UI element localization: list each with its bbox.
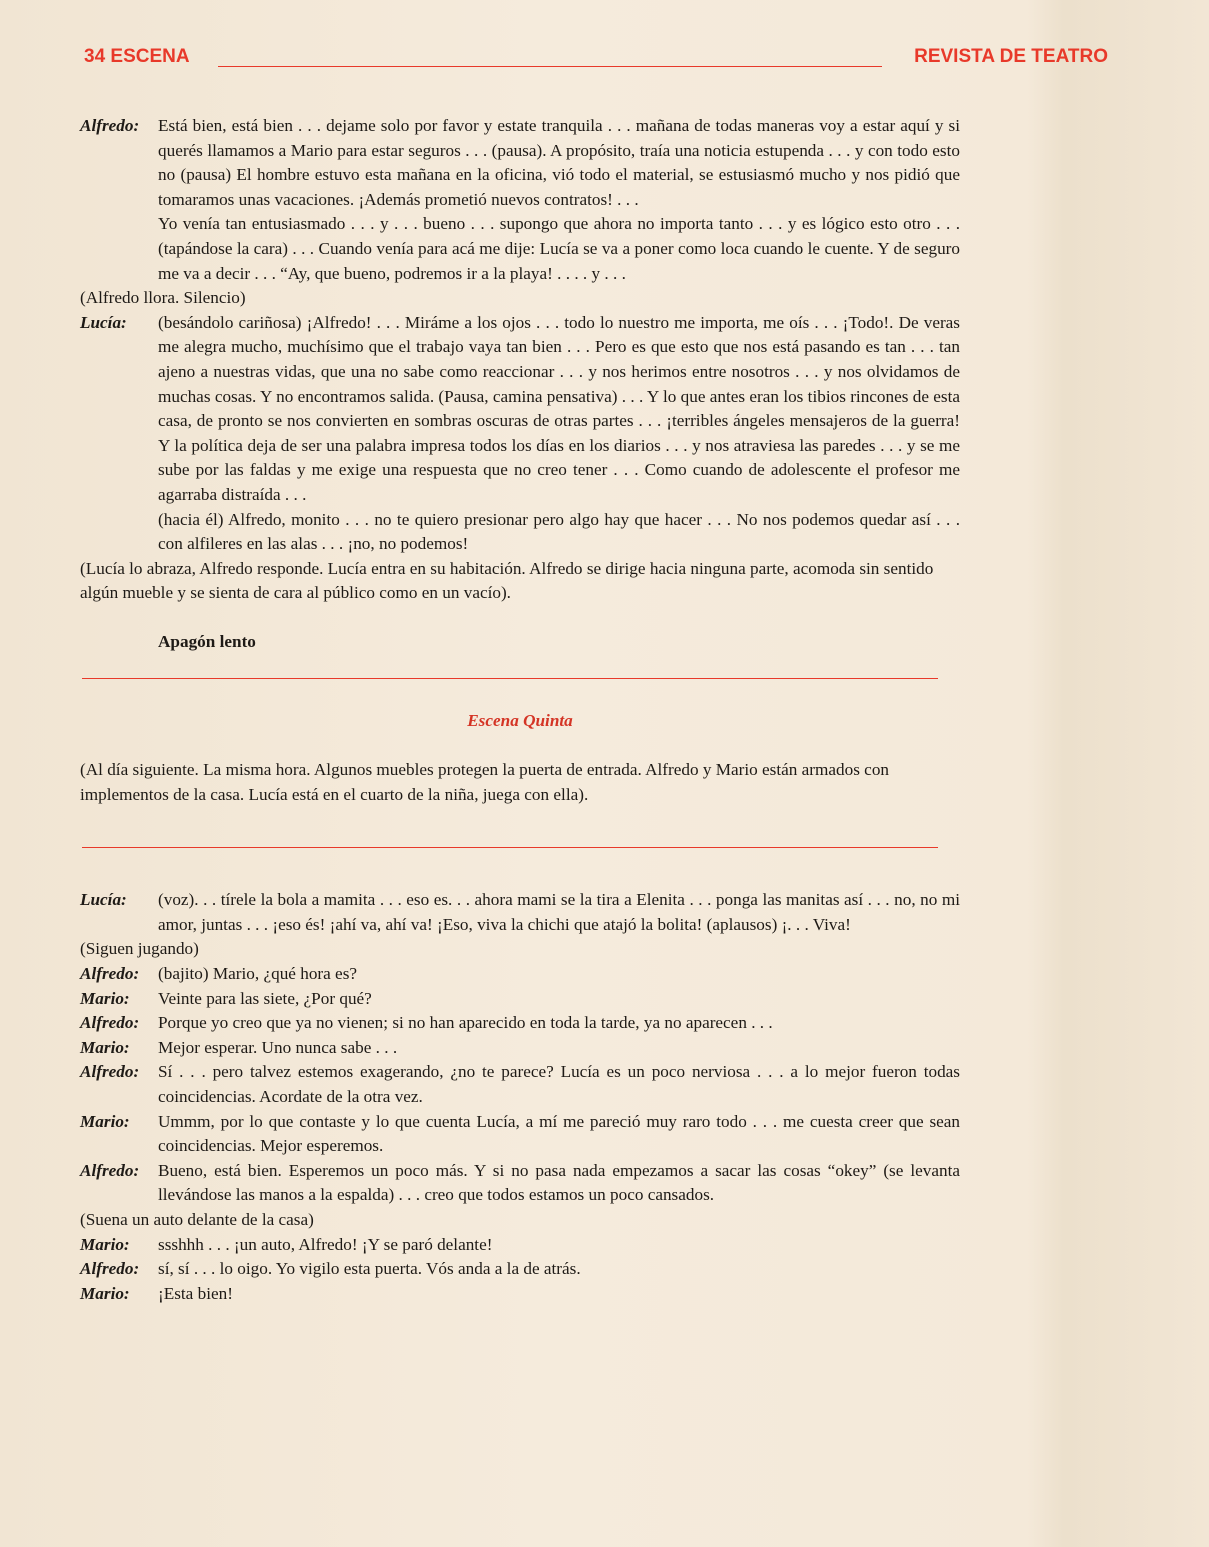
header-rule bbox=[218, 66, 882, 67]
speaker-label: Mario: bbox=[80, 1234, 130, 1254]
section-rule-top bbox=[82, 678, 938, 679]
script-body bbox=[80, 114, 960, 1306]
apagon-direction: Apagón lento bbox=[158, 631, 256, 651]
speech-line bbox=[80, 1282, 960, 1307]
scene-title: Escena Quinta bbox=[467, 711, 573, 731]
speaker-label: Mario: bbox=[80, 1037, 130, 1057]
speech-line bbox=[80, 1159, 960, 1208]
speaker-label: Mario: bbox=[80, 1111, 130, 1131]
section-rule-bottom bbox=[82, 847, 938, 848]
speech-text: Ummm, por lo que contaste y lo que cuenta Lucía, a mí me pareció muy raro todo . . . me cuesta creer que sean coincidencias. Mejor esperemos. bbox=[158, 1111, 960, 1156]
page-header bbox=[84, 46, 1108, 72]
speech-alfredo-1 bbox=[80, 114, 960, 286]
magazine-title: REVISTA DE TEATRO bbox=[914, 46, 1108, 67]
speech-text: (voz). . . tírele la bola a mamita . . . eso es. . . ahora mami se la tira a Elenita . . . ponga las manitas así . . . no, no mi amor, juntas . . . ¡eso és! ¡ahí va, ahí va! ¡Eso, viva la chichi que atajó la bolita! (aplausos) ¡. . . Viva! bbox=[158, 890, 960, 934]
speech-line bbox=[80, 888, 960, 937]
scene-intro: (Al día siguiente. La misma hora. Algunos muebles protegen la puerta de entrada. Alfredo y Mario están armados con implementos de la casa. Lucía está en el cuarto de la niña, juega con ella). bbox=[80, 760, 890, 804]
stage-direction: (Siguen jugando) bbox=[80, 939, 199, 959]
speaker-label: Alfredo: bbox=[80, 1259, 140, 1279]
speech-text: (bajito) Mario, ¿qué hora es? bbox=[158, 964, 358, 984]
page-number-section: 34 ESCENA bbox=[84, 46, 190, 67]
speaker-label: Mario: bbox=[80, 988, 130, 1008]
speech-lines bbox=[158, 311, 960, 557]
stage-direction: (Alfredo llora. Silencio) bbox=[80, 288, 246, 308]
speaker-label: Alfredo: bbox=[80, 964, 140, 984]
speech-lucia-1 bbox=[80, 311, 960, 557]
speech-text: Sí . . . pero talvez estemos exagerando, ¿no te parece? Lucía es un poco nerviosa . . . a lo mejor fueron todas coincidencias. Acordate de la otra vez. bbox=[158, 1062, 960, 1106]
speech-line bbox=[80, 962, 960, 987]
speech-line bbox=[80, 1060, 960, 1109]
speaker-label: Alfredo: bbox=[80, 1160, 140, 1180]
speech-paragraph: (besándolo cariñosa) ¡Alfredo! . . . Miráme a los ojos . . . todo lo nuestro me importa, me oís . . . ¡Todo!. De veras me alegra mucho, muchísimo que el trabajo vaya tan bien . . . Pero es que esto que nos está pasando es tan . . . tan ajeno a nuestras vidas, que una no sabe como reaccionar . . . y nos herimos entre nosotros . . . y nos olvidamos de muchas cosas. Y no encontramos salida. (Pausa, camina pensativa) . . . Y lo que antes eran los tibios rincones de esta casa, de pronto se nos convierten en sombras oscuras de otras partes . . . ¡terribles ángeles mensajeros de la guerra! Y la política deja de ser una palabra impresa todos los días en los diarios . . . y nos atraviesa las paredes . . . y se me sube por las faldas y me exige una respuesta que no creo tener . . . Como cuando de adolescente el profesor me agarraba distraída . . . bbox=[158, 312, 960, 504]
speaker-label: Alfredo: bbox=[80, 116, 140, 135]
speech-line bbox=[80, 987, 960, 1012]
speaker-label: Alfredo: bbox=[80, 1062, 140, 1082]
speech-line bbox=[80, 1036, 960, 1061]
speech-text: sí, sí . . . lo oigo. Yo vigilo esta puerta. Vós anda a la de atrás. bbox=[158, 1259, 581, 1279]
speaker-label: Lucía: bbox=[80, 890, 127, 910]
speech-text: Porque yo creo que ya no vienen; si no han aparecido en toda la tarde, ya no aparecen . . . bbox=[158, 1013, 773, 1033]
speech-text: Mejor esperar. Uno nunca sabe . . . bbox=[158, 1037, 398, 1057]
scene-dialogue bbox=[80, 888, 960, 1306]
speech-lines bbox=[158, 114, 960, 286]
speech-text: Veinte para las siete, ¿Por qué? bbox=[158, 988, 372, 1008]
speech-text: Bueno, está bien. Esperemos un poco más. Y si no pasa nada empezamos a sacar las cosas “okey” (se levanta llevándose las manos a la espalda) . . . creo que todos estamos un poco cansados. bbox=[158, 1160, 960, 1205]
speech-text: ¡Esta bien! bbox=[158, 1283, 233, 1303]
speech-line bbox=[80, 1257, 960, 1282]
speech-paragraph: (hacia él) Alfredo, monito . . . no te quiero presionar pero algo hay que hacer . . . No nos podemos quedar así . . . con alfileres en las alas . . . ¡no, no podemos! bbox=[158, 509, 960, 554]
speech-line bbox=[80, 1233, 960, 1258]
speech-line bbox=[80, 1011, 960, 1036]
stage-direction: (Lucía lo abraza, Alfredo responde. Lucía entra en su habitación. Alfredo se dirige hacia ninguna parte, acomoda sin sentido algún mueble y se sienta de cara al público como en un vacío). bbox=[80, 558, 934, 603]
speech-line bbox=[80, 1110, 960, 1159]
speaker-label: Lucía: bbox=[80, 312, 127, 332]
speech-text: ssshhh . . . ¡un auto, Alfredo! ¡Y se paró delante! bbox=[158, 1234, 493, 1254]
speaker-label: Mario: bbox=[80, 1283, 130, 1303]
stage-direction: (Suena un auto delante de la casa) bbox=[80, 1209, 314, 1229]
speech-paragraph: Yo venía tan entusiasmado . . . y . . . bueno . . . supongo que ahora no importa tanto . . . y es lógico esto otro . . . (tapándose la cara) . . . Cuando venía para acá me dije: Lucía se va a poner como loca cuando le cuente. Y de seguro me va a decir . . . “Ay, que bueno, podremos ir a la playa! . . . . y . . . bbox=[158, 214, 960, 283]
speech-paragraph: Está bien, está bien . . . dejame solo por favor y estate tranquila . . . mañana de todas maneras voy a estar aquí y si querés llamamos a Mario para estar seguros . . . (pausa). A propósito, traía una noticia estupenda . . . y con todo esto no (pausa) El hombre estuvo esta mañana en la oficina, vió todo el material, se estusiasmó mucho y nos pidió que tomaramos unas vacaciones. ¡Además prometió nuevos contratos! . . . bbox=[158, 116, 960, 209]
speaker-label: Alfredo: bbox=[80, 1013, 140, 1033]
